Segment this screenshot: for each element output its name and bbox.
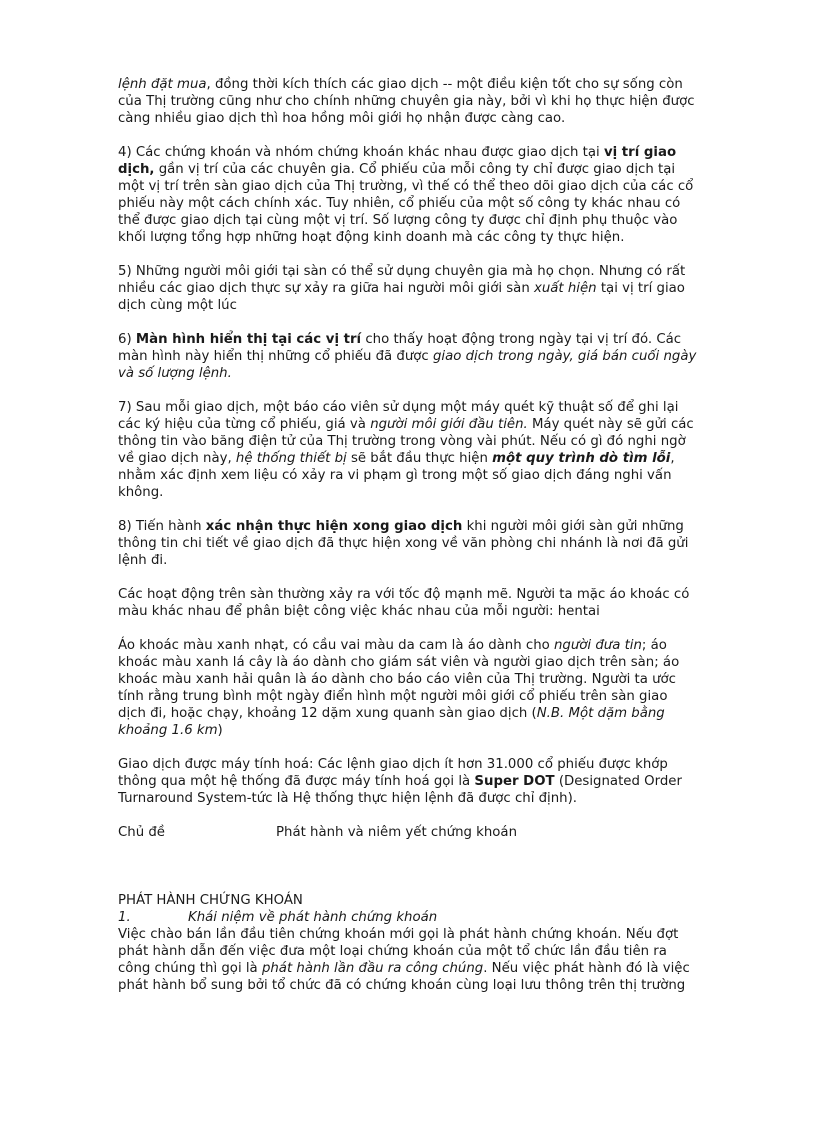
- text-run: hệ thống thiết bị: [235, 451, 347, 466]
- text-run: 4) Các chứng khoán và nhóm chứng khoán khác nhau được giao dịch tại: [118, 145, 604, 160]
- text-run: Màn hình hiển thị tại các vị trí: [135, 332, 362, 347]
- section-item-title: Khái niệm về phát hành chứng khoán: [188, 910, 438, 925]
- section-item: [118, 909, 698, 926]
- text-run: N.B. Một dặm bằng khoảng 1.6 km: [118, 706, 665, 738]
- spacer: [118, 858, 698, 892]
- text-run: người môi giới đầu tiên.: [370, 417, 528, 432]
- section-heading: PHÁT HÀNH CHỨNG KHOÁN: [118, 893, 303, 908]
- text-run: 8) Tiến hành: [118, 519, 206, 534]
- text-run: , đồng thời kích thích các giao dịch -- một điều kiện tốt cho sự sống còn của Thị trường cũng như cho chính những chuyên gia này, bởi vì khi họ thực hiện được càng nhiều giao dịch thì hoa hồng môi giới họ nhận được càng cao.: [118, 77, 695, 126]
- paragraph-super-dot: [118, 756, 698, 807]
- paragraph: [118, 586, 698, 620]
- paragraph: [118, 76, 698, 127]
- text-run: khi người môi giới sàn gửi những thông tin chi tiết về giao dịch đã thực hiện xong về văn phòng chi nhánh là nơi đã gửi lệnh đi.: [118, 519, 689, 568]
- text-run: Máy quét này sẽ gửi các thông tin vào băng điện tử của Thị trường trong vòng vài phút. Nếu có gì đó nghi ngờ về giao dịch này,: [118, 417, 694, 466]
- paragraph-point-7: [118, 399, 698, 501]
- text-run: Giao dịch được máy tính hoá: Các lệnh giao dịch ít hơn 31.000 cổ phiếu được khớp thông qua một hệ thống đã được máy tính hoá gọi là: [118, 757, 668, 789]
- text-run: lệnh đặt mua: [118, 77, 207, 92]
- text-run: một quy trình dò tìm lỗi: [492, 451, 671, 466]
- text-run: , nhằm xác định xem liệu có xảy ra vi phạm gì trong một số giao dịch đáng nghi vấn không.: [118, 451, 675, 500]
- text-run: Các hoạt động trên sàn thường xảy ra với tốc độ mạnh mẽ. Người ta mặc áo khoác có màu khác nhau để phân biệt công việc khác nhau của mỗi người: hentai: [118, 587, 690, 619]
- text-run: (Designated Order Turnaround System-tức là Hệ thống thực hiện lệnh đã được chỉ định).: [118, 774, 682, 806]
- text-run: sẽ bắt đầu thực hiện: [346, 451, 493, 466]
- paragraph-point-6: [118, 331, 698, 382]
- text-run: người đưa tin: [553, 638, 642, 653]
- text-run: ; áo khoác màu xanh lá cây là áo dành cho giám sát viên và người giao dịch trên sàn; áo khoác màu xanh hải quân là áo dành cho báo cáo viên của Thị trường. Người ta ước tính rằng trung bình một ngày điển hình một người môi giới cổ phiếu trên sàn giao dịch đi, hoặc chạy, khoảng 12 dặm xung quanh sàn giao dịch (: [118, 638, 680, 721]
- paragraph-point-8: [118, 518, 698, 569]
- section-item-number: 1.: [118, 910, 131, 925]
- text-run: vị trí giao dịch,: [118, 145, 677, 177]
- paragraph-point-4: [118, 144, 698, 246]
- text-run: gần vị trí của các chuyên gia. Cổ phiếu của mỗi công ty chỉ được giao dịch tại một vị trí trên sàn giao dịch của Thị trường, vì thế có thể theo dõi giao dịch của các cổ phiếu này một cách chính xác. Tuy nhiên, cổ phiếu của một số công ty khác nhau có thể được giao dịch tại cùng một vị trí. Số lượng công ty được chỉ định phụ thuộc vào khối lượng tổng hợp những hoạt động kinh doanh mà các công ty thực hiện.: [118, 162, 694, 245]
- text-run: giao dịch trong ngày, giá bán cuối ngày và số lượng lệnh.: [118, 349, 697, 381]
- text-run: Việc chào bán lần đầu tiên chứng khoán mới gọi là phát hành chứng khoán. Nếu đợt phát hành dẫn đến việc đưa một loại chứng khoán của một tổ chức lần đầu tiên ra công chúng thì gọi là: [118, 927, 679, 976]
- text-run: phát hành lần đầu ra công chúng: [261, 961, 484, 976]
- text-run: . Nếu việc phát hành đó là việc phát hành bổ sung bởi tổ chức đã có chứng khoán cùng loại lưu thông trên thị trường: [118, 961, 690, 993]
- text-run: 7) Sau mỗi giao dịch, một báo cáo viên sử dụng một máy quét kỹ thuật số để ghi lại các ký hiệu của từng cổ phiếu, giá và: [118, 400, 679, 432]
- text-run: 6): [118, 332, 136, 347]
- document-body: [118, 76, 698, 1011]
- subject-label: Chủ đề: [118, 825, 165, 840]
- text-run: Áo khoác màu xanh nhạt, có cầu vai màu da cam là áo dành cho: [118, 638, 554, 653]
- paragraph-issuance: [118, 926, 698, 994]
- subject-value: Phát hành và niêm yết chứng khoán: [276, 825, 518, 840]
- text-run: Super DOT: [474, 774, 555, 789]
- text-run: xuất hiện: [533, 281, 597, 296]
- paragraph-jackets: [118, 637, 698, 739]
- text-run: cho thấy hoạt động trong ngày tại vị trí đó. Các màn hình này hiển thị những cổ phiếu đã được: [118, 332, 682, 364]
- text-run: 5) Những người môi giới tại sàn có thể sử dụng chuyên gia mà họ chọn. Nhưng có rất nhiều các giao dịch thực sự xảy ra giữa hai người môi giới sàn: [118, 264, 686, 296]
- subject-row: [118, 824, 698, 841]
- text-run: tại vị trí giao dịch cùng một lúc: [118, 281, 685, 313]
- paragraph-point-5: [118, 263, 698, 314]
- text-run: ): [217, 723, 223, 738]
- text-run: xác nhận thực hiện xong giao dịch: [205, 519, 463, 534]
